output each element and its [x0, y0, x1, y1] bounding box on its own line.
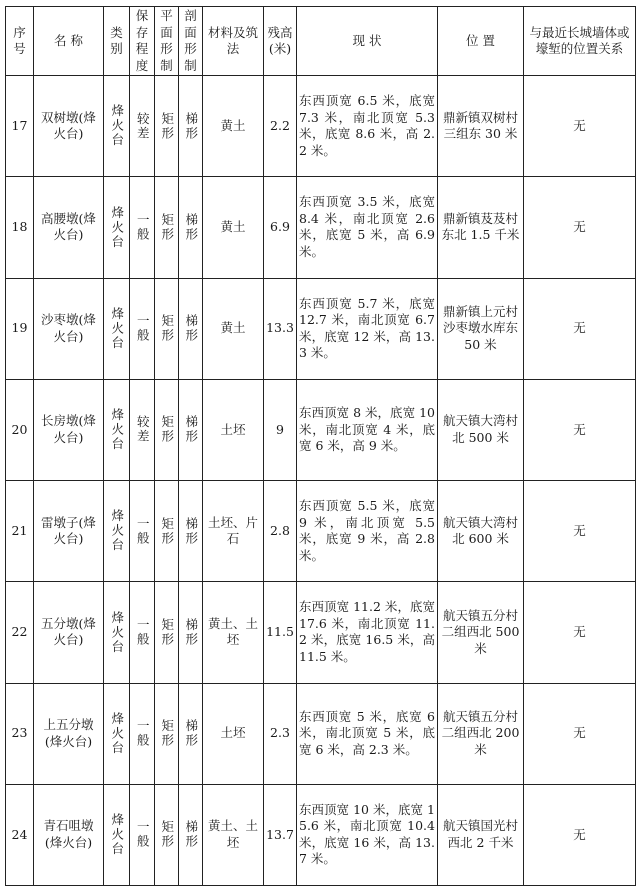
cell-material: 黄土 — [203, 177, 264, 278]
cell-no: 21 — [6, 481, 34, 582]
cell-plan: 矩形 — [155, 379, 179, 480]
header-no: 序号 — [6, 7, 34, 76]
header-type: 类别 — [104, 7, 130, 76]
cell-height: 2.2 — [264, 76, 297, 177]
cell-location: 航天镇大湾村北 500 米 — [438, 379, 524, 480]
cell-height: 13.3 — [264, 278, 297, 379]
cell-plan: 矩形 — [155, 683, 179, 784]
cell-status: 东西顶宽 3.5 米，底宽 8.4 米，南北顶宽 2.6 米，底宽 5 米，高 6.9 米。 — [297, 177, 438, 278]
cell-relation: 无 — [524, 379, 636, 480]
cell-location: 鼎新镇上元村沙枣墩水库东 50 米 — [438, 278, 524, 379]
cell-plan: 矩形 — [155, 784, 179, 885]
cell-status: 东西顶宽 8 米，底宽 10 米，南北顶宽 4 米，底宽 6 米，高 9 米。 — [297, 379, 438, 480]
cell-name: 雷墩子(烽火台) — [34, 481, 104, 582]
table-row — [6, 278, 636, 379]
cell-section: 梯形 — [179, 76, 203, 177]
cell-status: 东西顶宽 6.5 米，底宽 7.3 米，南北顶宽 5.3 米，底宽 8.6 米，高 2.2 米。 — [297, 76, 438, 177]
cell-relation: 无 — [524, 582, 636, 683]
cell-name: 青石咀墩(烽火台) — [34, 784, 104, 885]
cell-section: 梯形 — [179, 683, 203, 784]
cell-location: 鼎新镇双树村三组东 30 米 — [438, 76, 524, 177]
cell-preservation: 较差 — [130, 379, 155, 480]
cell-status: 东西顶宽 10 米，底宽 15.6 米，南北顶宽 10.4 米，底宽 16 米，高 13.7 米。 — [297, 784, 438, 885]
cell-height: 13.7 — [264, 784, 297, 885]
cell-location: 航天镇五分村二组西北 200 米 — [438, 683, 524, 784]
cell-no: 18 — [6, 177, 34, 278]
table-row — [6, 481, 636, 582]
table-row — [6, 683, 636, 784]
cell-name: 高腰墩(烽火台) — [34, 177, 104, 278]
cell-preservation: 较差 — [130, 76, 155, 177]
cell-height: 6.9 — [264, 177, 297, 278]
cell-plan: 矩形 — [155, 278, 179, 379]
cell-type: 烽火台 — [104, 481, 130, 582]
cell-name: 沙枣墩(烽火台) — [34, 278, 104, 379]
cell-type: 烽火台 — [104, 784, 130, 885]
table-row — [6, 379, 636, 480]
cell-no: 22 — [6, 582, 34, 683]
header-preservation: 保存程度 — [130, 7, 155, 76]
cell-plan: 矩形 — [155, 76, 179, 177]
header-section: 剖面形制 — [179, 7, 203, 76]
cell-section: 梯形 — [179, 278, 203, 379]
header-relation: 与最近长城墙体或壕堑的位置关系 — [524, 7, 636, 76]
cell-no: 20 — [6, 379, 34, 480]
cell-relation: 无 — [524, 177, 636, 278]
cell-location: 航天镇五分村二组西北 500 米 — [438, 582, 524, 683]
cell-height: 11.5 — [264, 582, 297, 683]
cell-material: 土坯 — [203, 683, 264, 784]
header-material: 材料及筑法 — [203, 7, 264, 76]
table-row — [6, 177, 636, 278]
cell-section: 梯形 — [179, 784, 203, 885]
cell-status: 东西顶宽 5 米，底宽 6 米，南北顶宽 5 米，底宽 6 米，高 2.3 米。 — [297, 683, 438, 784]
cell-material: 黄土、土坯 — [203, 582, 264, 683]
cell-name: 双树墩(烽火台) — [34, 76, 104, 177]
header-status: 现 状 — [297, 7, 438, 76]
cell-relation: 无 — [524, 278, 636, 379]
cell-name: 长房墩(烽火台) — [34, 379, 104, 480]
cell-preservation: 一般 — [130, 683, 155, 784]
cell-plan: 矩形 — [155, 582, 179, 683]
cell-type: 烽火台 — [104, 379, 130, 480]
cell-preservation: 一般 — [130, 278, 155, 379]
cell-no: 23 — [6, 683, 34, 784]
cell-preservation: 一般 — [130, 784, 155, 885]
cell-type: 烽火台 — [104, 278, 130, 379]
cell-no: 19 — [6, 278, 34, 379]
header-location: 位 置 — [438, 7, 524, 76]
cell-location: 航天镇国光村西北 2 千米 — [438, 784, 524, 885]
cell-section: 梯形 — [179, 481, 203, 582]
table-row — [6, 784, 636, 885]
header-name: 名 称 — [34, 7, 104, 76]
cell-section: 梯形 — [179, 379, 203, 480]
cell-material: 土坯 — [203, 379, 264, 480]
cell-name: 五分墩(烽火台) — [34, 582, 104, 683]
cell-relation: 无 — [524, 784, 636, 885]
cell-preservation: 一般 — [130, 177, 155, 278]
cell-relation: 无 — [524, 76, 636, 177]
header-plan: 平面形制 — [155, 7, 179, 76]
cell-material: 土坯、片石 — [203, 481, 264, 582]
cell-location: 航天镇大湾村北 600 米 — [438, 481, 524, 582]
cell-height: 2.8 — [264, 481, 297, 582]
cell-type: 烽火台 — [104, 177, 130, 278]
cell-relation: 无 — [524, 683, 636, 784]
cell-material: 黄土 — [203, 76, 264, 177]
cell-section: 梯形 — [179, 177, 203, 278]
cell-type: 烽火台 — [104, 76, 130, 177]
cell-preservation: 一般 — [130, 481, 155, 582]
cell-type: 烽火台 — [104, 683, 130, 784]
header-height: 残高(米) — [264, 7, 297, 76]
cell-height: 9 — [264, 379, 297, 480]
cell-material: 黄土、土坯 — [203, 784, 264, 885]
cell-status: 东西顶宽 11.2 米，底宽 17.6 米，南北顶宽 11.2 米，底宽 16.5 米，高 11.5 米。 — [297, 582, 438, 683]
header-row — [6, 7, 636, 76]
cell-height: 2.3 — [264, 683, 297, 784]
table-row — [6, 582, 636, 683]
cell-name: 上五分墩(烽火台) — [34, 683, 104, 784]
cell-preservation: 一般 — [130, 582, 155, 683]
cell-material: 黄土 — [203, 278, 264, 379]
cell-status: 东西顶宽 5.5 米，底宽 9 米，南北顶宽 5.5 米，底宽 9 米，高 2.8 米。 — [297, 481, 438, 582]
cell-plan: 矩形 — [155, 481, 179, 582]
table-row — [6, 76, 636, 177]
cell-status: 东西顶宽 5.7 米，底宽 12.7 米，南北顶宽 6.7 米，底宽 12 米，高 13.3 米。 — [297, 278, 438, 379]
cell-no: 17 — [6, 76, 34, 177]
cell-plan: 矩形 — [155, 177, 179, 278]
cell-location: 鼎新镇芨芨村东北 1.5 千米 — [438, 177, 524, 278]
cell-type: 烽火台 — [104, 582, 130, 683]
great-wall-beacon-table — [5, 6, 636, 886]
cell-relation: 无 — [524, 481, 636, 582]
cell-section: 梯形 — [179, 582, 203, 683]
cell-no: 24 — [6, 784, 34, 885]
